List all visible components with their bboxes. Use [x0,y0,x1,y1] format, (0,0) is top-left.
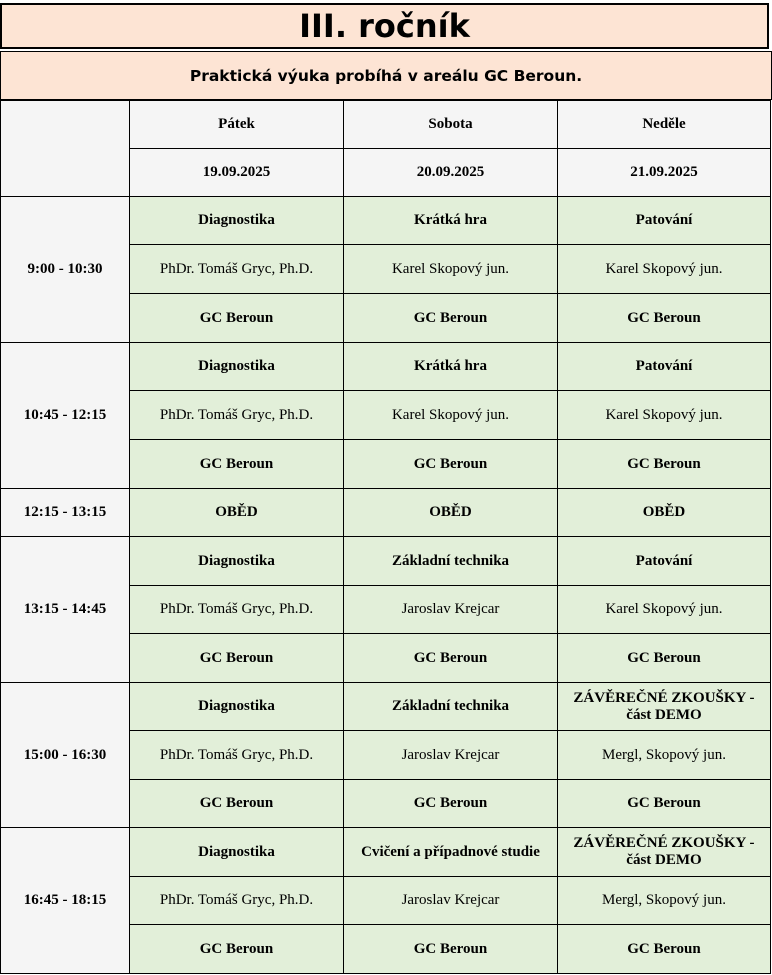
day-date-cell: 19.09.2025 [130,149,344,197]
schedule-row [1,343,771,391]
subject-cell: Základní technika [344,537,558,586]
subject-cell: Cvičení a případnové studie [344,828,558,877]
place-cell: GC Beroun [344,634,558,683]
subject-cell: ZÁVĚREČNÉ ZKOUŠKY - část DEMO [558,828,771,877]
teacher-cell: PhDr. Tomáš Gryc, Ph.D. [130,586,344,634]
day-name-cell: Neděle [558,101,771,149]
teacher-cell: PhDr. Tomáš Gryc, Ph.D. [130,731,344,780]
teacher-cell: Jaroslav Krejcar [344,877,558,925]
schedule-table-body [1,101,771,974]
teacher-cell: Mergl, Skopový jun. [558,731,771,780]
schedule-row [1,828,771,877]
teacher-cell: PhDr. Tomáš Gryc, Ph.D. [130,245,344,294]
place-cell: GC Beroun [130,634,344,683]
place-cell: GC Beroun [344,440,558,489]
lunch-row [1,489,771,537]
lunch-cell: OBĚD [558,489,771,537]
place-cell: GC Beroun [558,294,771,343]
teacher-cell: Jaroslav Krejcar [344,731,558,780]
subject-cell: Diagnostika [130,537,344,586]
day-name-row [1,101,771,149]
teacher-cell: PhDr. Tomáš Gryc, Ph.D. [130,391,344,440]
place-cell: GC Beroun [130,294,344,343]
place-cell: GC Beroun [344,780,558,828]
subject-cell: Krátká hra [344,197,558,245]
schedule-row [1,683,771,731]
schedule-row [1,197,771,245]
teacher-cell: Jaroslav Krejcar [344,586,558,634]
subject-cell: Patování [558,537,771,586]
lunch-cell: OBĚD [130,489,344,537]
subject-cell: ZÁVĚREČNÉ ZKOUŠKY - část DEMO [558,683,771,731]
time-slot-cell: 10:45 - 12:15 [1,343,130,489]
teacher-cell: Karel Skopový jun. [558,586,771,634]
day-date-cell: 21.09.2025 [558,149,771,197]
time-slot-cell: 9:00 - 10:30 [1,197,130,343]
place-cell: GC Beroun [558,925,771,974]
place-cell: GC Beroun [130,925,344,974]
teacher-cell: Karel Skopový jun. [558,391,771,440]
subject-cell: Základní technika [344,683,558,731]
subject-cell: Diagnostika [130,828,344,877]
subject-cell: Patování [558,343,771,391]
page-title: III. ročník [0,3,769,49]
schedule-row [1,537,771,586]
subject-cell: Krátká hra [344,343,558,391]
subject-cell: Diagnostika [130,683,344,731]
subject-cell: Diagnostika [130,197,344,245]
place-cell: GC Beroun [558,634,771,683]
time-slot-cell: 16:45 - 18:15 [1,828,130,974]
day-date-cell: 20.09.2025 [344,149,558,197]
place-cell: GC Beroun [344,294,558,343]
place-cell: GC Beroun [558,440,771,489]
time-slot-cell: 13:15 - 14:45 [1,537,130,683]
subject-cell: Diagnostika [130,343,344,391]
teacher-cell: Karel Skopový jun. [558,245,771,294]
subject-cell: Patování [558,197,771,245]
place-cell: GC Beroun [558,780,771,828]
lunch-cell: OBĚD [344,489,558,537]
day-name-cell: Sobota [344,101,558,149]
schedule-table [0,100,771,974]
lunch-time-cell: 12:15 - 13:15 [1,489,130,537]
place-cell: GC Beroun [130,780,344,828]
teacher-cell: Mergl, Skopový jun. [558,877,771,925]
page-subtitle: Praktická výuka probíhá v areálu GC Beroun. [0,51,772,100]
place-cell: GC Beroun [130,440,344,489]
time-slot-cell: 15:00 - 16:30 [1,683,130,828]
place-cell: GC Beroun [344,925,558,974]
corner-cell [1,101,130,197]
teacher-cell: Karel Skopový jun. [344,245,558,294]
teacher-cell: Karel Skopový jun. [344,391,558,440]
teacher-cell: PhDr. Tomáš Gryc, Ph.D. [130,877,344,925]
day-name-cell: Pátek [130,101,344,149]
